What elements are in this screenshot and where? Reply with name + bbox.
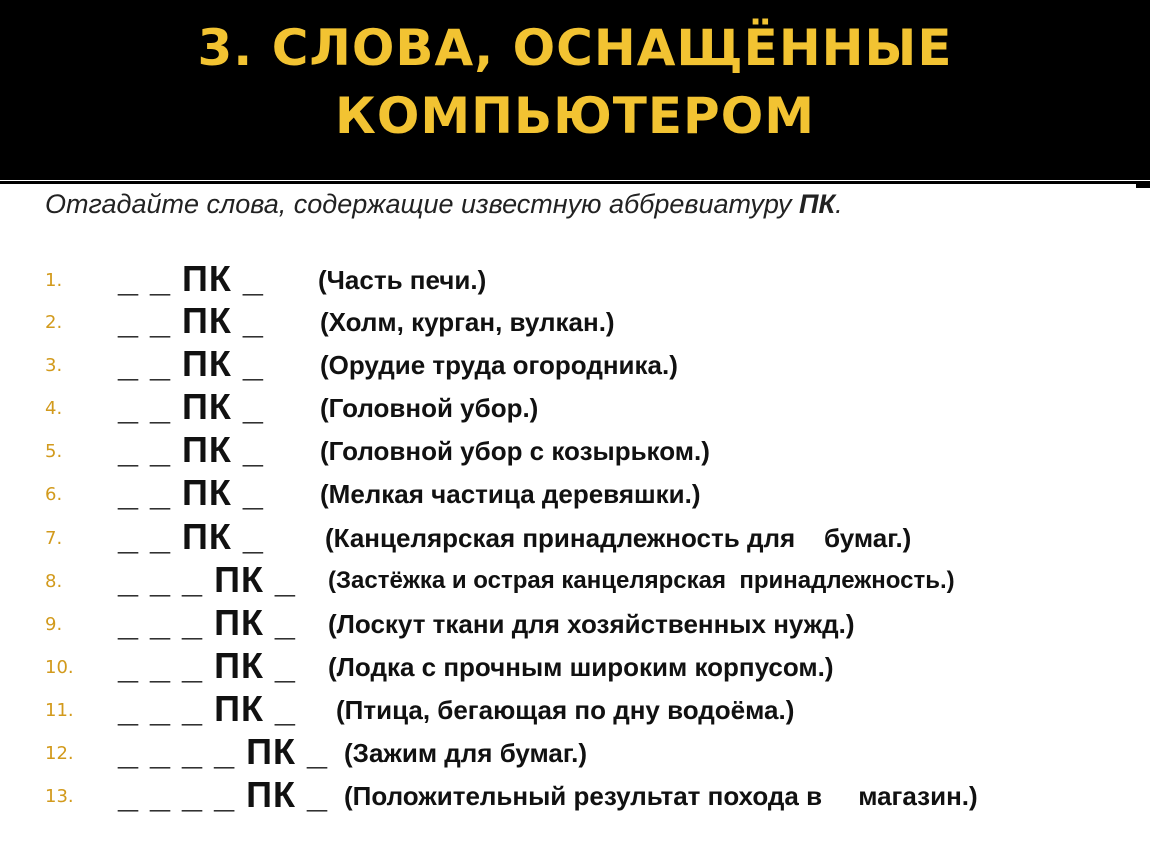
list-item	[0, 688, 1150, 730]
instructions	[45, 186, 843, 222]
instructions-text: Отгадайте слова, содержащие известную аббревиатуру	[45, 189, 800, 219]
word-clue: (Зажим для бумаг.)	[344, 738, 587, 768]
list-item	[0, 258, 1150, 300]
word-pattern: _ _ _ ПК _	[118, 559, 296, 600]
word-clue: (Птица, бегающая по дну водоёма.)	[336, 695, 795, 725]
list-item	[0, 429, 1150, 471]
divider-line	[0, 181, 1150, 184]
list-item	[0, 645, 1150, 687]
list-item	[0, 472, 1150, 514]
item-number: 12.	[45, 743, 74, 764]
list-item	[0, 516, 1150, 558]
word-clue: (Орудие труда огородника.)	[320, 350, 678, 380]
item-number: 10.	[45, 657, 74, 678]
list-item	[0, 602, 1150, 644]
word-pattern: _ _ _ _ ПК _	[118, 731, 328, 772]
word-pattern: _ _ _ ПК _	[118, 688, 296, 729]
word-pattern: _ _ ПК _	[118, 343, 264, 384]
word-clue: (Головной убор.)	[320, 393, 539, 423]
list-item	[0, 300, 1150, 342]
item-number: 13.	[45, 786, 74, 807]
word-clue: (Мелкая частица деревяшки.)	[320, 479, 701, 509]
item-number: 3.	[45, 355, 63, 376]
item-number: 8.	[45, 571, 63, 592]
list-item	[0, 386, 1150, 428]
list-item	[0, 559, 1150, 601]
word-clue: (Часть печи.)	[318, 265, 487, 295]
word-pattern: _ _ _ _ ПК _	[118, 774, 328, 815]
title-bar	[0, 0, 1150, 180]
word-clue: (Застёжка и острая канцелярская принадлежность.)	[328, 567, 955, 594]
instructions-end: .	[835, 189, 843, 219]
list-item	[0, 774, 1150, 816]
word-pattern: _ _ ПК _	[118, 516, 264, 557]
item-number: 9.	[45, 614, 63, 635]
word-pattern: _ _ _ ПК _	[118, 645, 296, 686]
item-number: 7.	[45, 528, 63, 549]
list-item	[0, 731, 1150, 773]
list-item	[0, 343, 1150, 385]
item-number: 6.	[45, 484, 63, 505]
item-number: 11.	[45, 700, 74, 721]
instructions-abbreviation: ПК	[799, 189, 836, 219]
word-clue: (Положительный результат похода в магазин.)	[344, 781, 978, 811]
word-pattern: _ _ ПК _	[118, 429, 264, 470]
word-clue: (Канцелярская принадлежность для бумаг.)	[325, 523, 912, 553]
item-number: 5.	[45, 441, 63, 462]
word-pattern: _ _ ПК _	[118, 386, 264, 427]
item-number: 2.	[45, 312, 63, 333]
divider-accent	[1136, 181, 1150, 188]
word-clue: (Лодка с прочным широким корпусом.)	[328, 652, 834, 682]
word-pattern: _ _ ПК _	[118, 258, 264, 299]
word-clue: (Холм, курган, вулкан.)	[320, 307, 615, 337]
word-pattern: _ _ _ ПК _	[118, 602, 296, 643]
word-pattern: _ _ ПК _	[118, 472, 264, 513]
word-clue: (Головной убор с козырьком.)	[320, 436, 710, 466]
word-pattern: _ _ ПК _	[118, 300, 264, 341]
word-clue: (Лоскут ткани для хозяйственных нужд.)	[328, 609, 855, 639]
item-number: 4.	[45, 398, 63, 419]
item-number: 1.	[45, 270, 63, 291]
slide-title: 3. СЛОВА, ОСНАЩЁННЫЕ КОМПЬЮТЕРОМ	[197, 19, 953, 145]
